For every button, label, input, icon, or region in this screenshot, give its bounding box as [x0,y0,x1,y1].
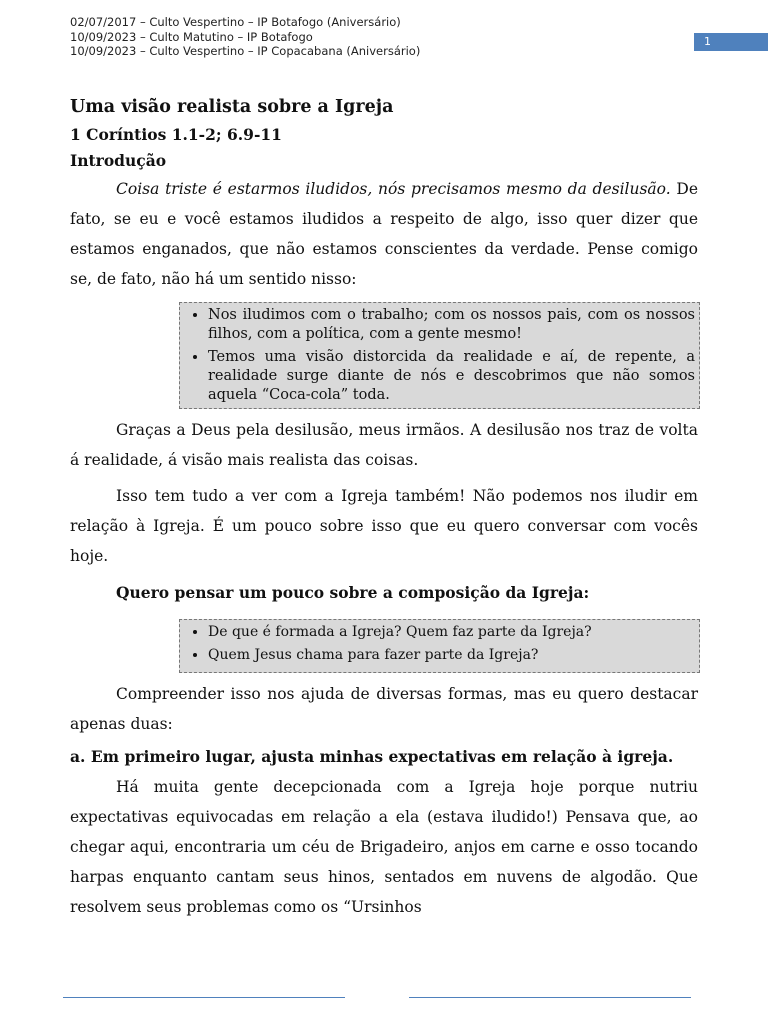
bullet-box-2 [179,619,700,673]
intro-heading: Introdução [70,151,167,170]
scripture-reference: 1 Coríntios 1.1-2; 6.9-11 [70,125,282,144]
intro-italic: Coisa triste é estarmos iludidos, nós precisamos mesmo da desilusão. [116,180,671,198]
footer-rule-left [63,997,345,998]
paragraph-1: Graças a Deus pela desilusão, meus irmãos. A desilusão nos traz de volta á realidade, á visão mais realista das coisas. [70,421,698,469]
intro-rest: De fato, se eu e você estamos iludidos a respeito de algo, isso quer dizer que estamos enganados, que não estamos conscientes da verdade. Pense comigo se, de fato, não há um sentido nisso: [70,180,699,288]
header-line-3: 10/09/2023 – Culto Vespertino – IP Copacabana (Aniversário) [70,44,421,58]
subheading: Quero pensar um pouco sobre a composição da Igreja: [116,583,590,602]
paragraph-2: Isso tem tudo a ver com a Igreja também! Não podemos nos iludir em relação à Igreja. É um pouco sobre isso que eu quero conversar com vocês hoje. [70,487,698,565]
paragraph-3: Compreender isso nos ajuda de diversas formas, mas eu quero destacar apenas duas: [70,685,698,733]
footer-rule-right [409,997,691,998]
list-item: • Nos iludimos com o trabalho; com os nossos pais, com os nossos filhos, com a política, com a gente mesmo! [208,306,695,344]
document-body [70,92,698,922]
list-item: • Quem Jesus chama para fazer parte da Igreja? [208,646,695,665]
bullet-box-1 [179,302,700,409]
list-item: • Temos uma visão distorcida da realidade e aí, de repente, a realidade surge diante de nós e descobrimos que não somos aquela “Coca-cola” toda. [208,348,695,405]
list-item: • De que é formada a Igreja? Quem faz parte da Igreja? [208,623,695,642]
header-line-2: 10/09/2023 – Culto Matutino – IP Botafogo [70,29,313,44]
header-dates [70,15,420,59]
document-title: Uma visão realista sobre a Igreja [70,97,394,117]
intro-paragraph [70,174,698,294]
header-line-1: 02/07/2017 – Culto Vespertino – IP Botafogo (Aniversário) [70,15,401,29]
paragraph-4: Há muita gente decepcionada com a Igreja hoje porque nutriu expectativas equivocadas em relação a ela (estava iludido!) Pensava que, ao chegar aqui, encontraria um céu de Brigadeiro, anjos em carne e osso tocando harpas enquanto cantam seus hinos, sentados em nuvens de algodão. Que resolvem seus problemas como os “Ursinhos [70,778,698,916]
page-number-badge: 1 [694,33,768,51]
section-a-heading: a. Em primeiro lugar, ajusta minhas expectativas em relação à igreja. [70,747,674,766]
